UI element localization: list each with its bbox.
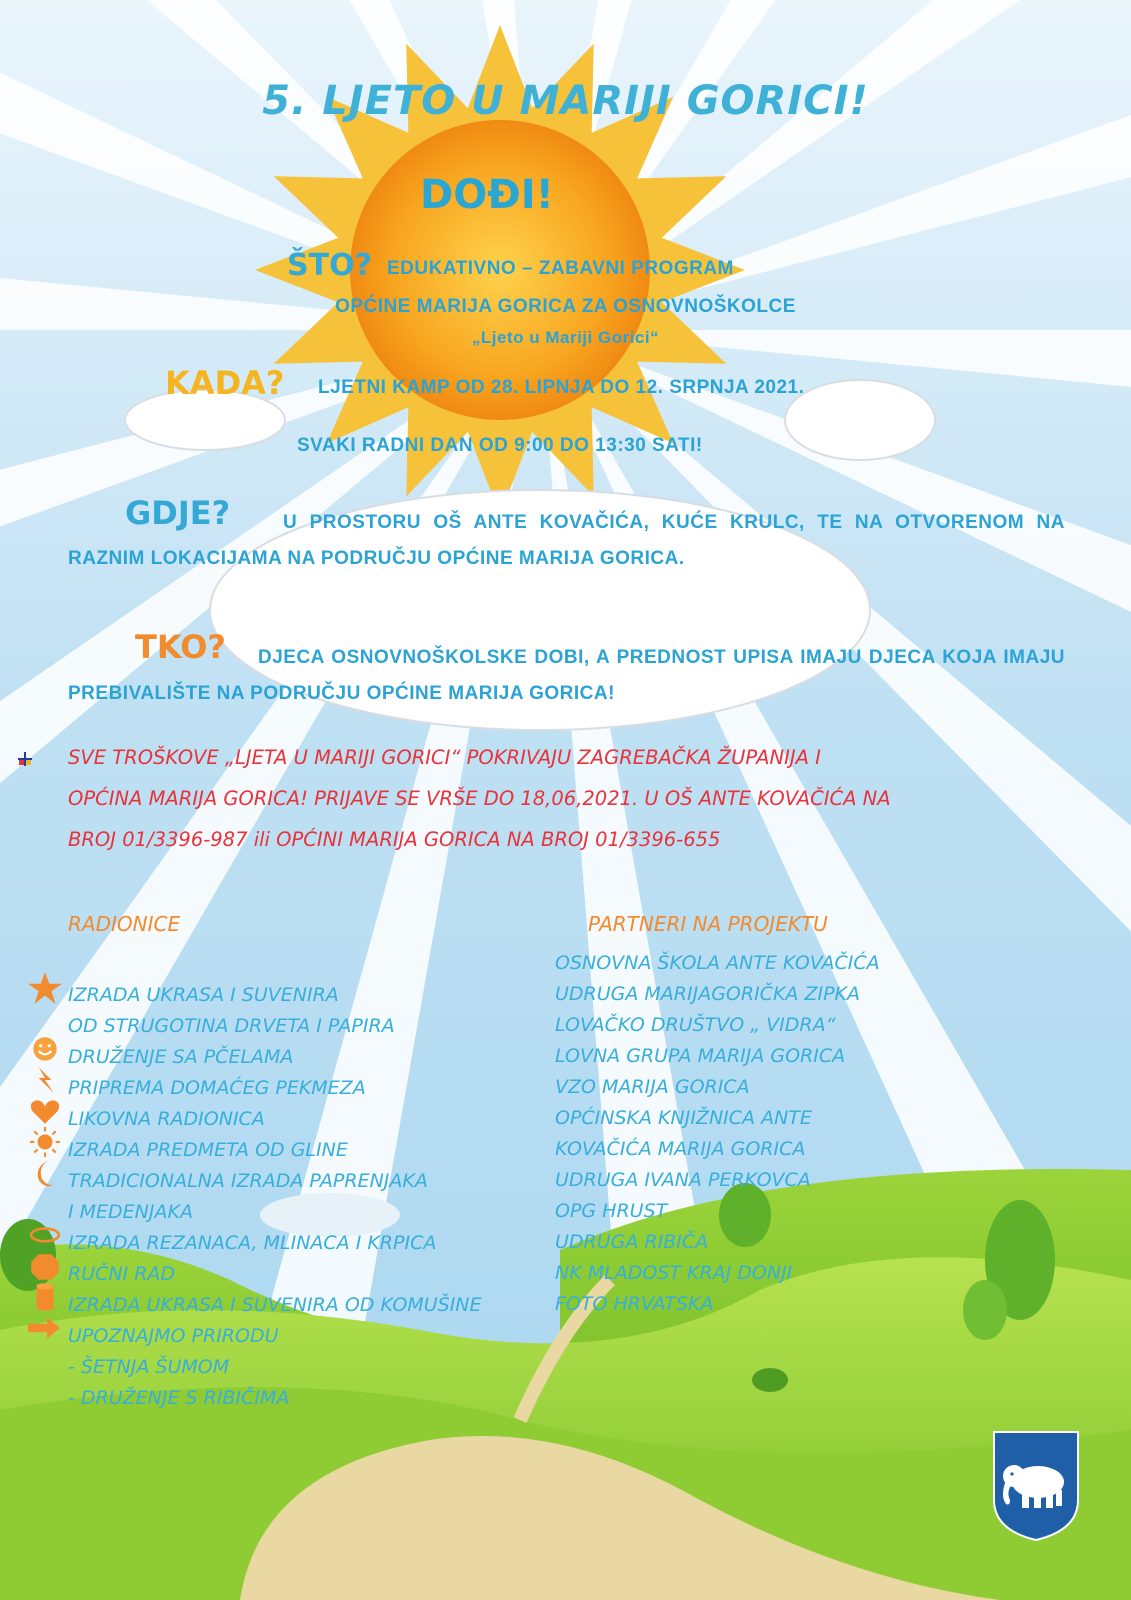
- radionice-item: LIKOVNA RADIONICA: [68, 1108, 265, 1130]
- subtitle-dodi: DOĐI!: [420, 172, 554, 218]
- gdje-text: U PROSTORU OŠ ANTE KOVAČIĆA, KUĆE KRULC, TE NA OTVORENOM NA RAZNIM LOKACIJAMA NA PODRUČJU OPĆINE MARIJA GORICA.: [68, 512, 1065, 569]
- elephant-crest-icon: [992, 1430, 1080, 1542]
- tko-text: DJECA OSNOVNOŠKOLSKE DOBI, A PREDNOST UPISA IMAJU DJECA KOJA IMAJU PREBIVALIŠTE NA PODRUČJU OPĆINE MARIJA GORICA!: [68, 647, 1065, 704]
- radionice-item: TRADICIONALNA IZRADA PAPRENJAKA: [68, 1170, 428, 1192]
- sto-line1: EDUKATIVNO – ZABAVNI PROGRAM: [387, 258, 734, 279]
- partner-item: UDRUGA MARIJAGORIČKA ZIPKA: [555, 983, 860, 1005]
- radionice-item: PRIPREMA DOMAĆEG PEKMEZA: [68, 1077, 366, 1099]
- bullet-icon: [18, 752, 32, 766]
- radionice-icons: [28, 980, 64, 1420]
- radionice-item: DRUŽENJE SA PČELAMA: [68, 1046, 294, 1068]
- radionice-heading: RADIONICE: [68, 912, 181, 936]
- sto-line3: „Ljeto u Mariji Gorici“: [471, 328, 660, 347]
- notice-line2: OPĆINA MARIJA GORICA! PRIJAVE SE VRŠE DO 18,06,2021. U OŠ ANTE KOVAČIĆA NA: [68, 787, 891, 810]
- radionice-item: RUČNI RAD: [68, 1263, 176, 1285]
- partner-item: LOVAČKO DRUŠTVO „ VIDRA“: [555, 1014, 836, 1036]
- moon-icon: [28, 1158, 62, 1195]
- gdje-label: GDJE?: [125, 494, 231, 532]
- radionice-item: - DRUŽENJE S RIBIČIMA: [68, 1387, 290, 1409]
- partner-item: NK MLADOST KRAJ DONJI: [555, 1262, 793, 1284]
- partner-item: UDRUGA RIBIČA: [555, 1231, 709, 1253]
- partner-item: KOVAČIĆA MARIJA GORICA: [555, 1138, 806, 1160]
- radionice-item: IZRADA PREDMETA OD GLINE: [68, 1139, 348, 1161]
- partneri-heading: PARTNERI NA PROJEKTU: [588, 912, 828, 936]
- partner-item: OSNOVNA ŠKOLA ANTE KOVAČIĆA: [555, 952, 880, 974]
- star-icon: [28, 972, 62, 1009]
- radionice-item: IZRADA UKRASA I SUVENIRA: [68, 984, 339, 1006]
- partneri-list: [555, 948, 880, 1320]
- poster-title: 5. LJETO U MARIJI GORICI!: [262, 78, 869, 124]
- radionice-item: UPOZNAJMO PRIRODU: [68, 1325, 279, 1347]
- radionice-item: IZRADA UKRASA I SUVENIRA OD KOMUŠINE: [68, 1294, 482, 1316]
- arrow-icon: [28, 1313, 62, 1350]
- sto-label: ŠTO?: [287, 248, 372, 283]
- sto-line2: OPĆINE MARIJA GORICA ZA OSNOVNOŠKOLCE: [335, 296, 796, 317]
- radionice-item: OD STRUGOTINA DRVETA I PAPIRA: [68, 1015, 395, 1037]
- partner-item: VZO MARIJA GORICA: [555, 1076, 750, 1098]
- partner-item: OPG HRUST: [555, 1200, 668, 1222]
- radionice-item: I MEDENJAKA: [68, 1201, 193, 1223]
- radionice-list: [68, 980, 482, 1414]
- partner-item: UDRUGA IVANA PERKOVCA: [555, 1169, 811, 1191]
- notice-line1: SVE TROŠKOVE „LJETA U MARIJI GORICI“ POKRIVAJU ZAGREBAČKA ŽUPANIJA I: [68, 746, 821, 769]
- radionice-item: IZRADA REZANACA, MLINACA I KRPICA: [68, 1232, 437, 1254]
- tko-label: TKO?: [135, 628, 226, 666]
- partner-item: LOVNA GRUPA MARIJA GORICA: [555, 1045, 846, 1067]
- radionice-item: - ŠETNJA ŠUMOM: [68, 1356, 230, 1378]
- partner-item: FOTO HRVATSKA: [555, 1293, 714, 1315]
- kada-line1: LJETNI KAMP OD 28. LIPNJA DO 12. SRPNJA 2021.: [318, 377, 805, 398]
- partner-item: OPĆINSKA KNJIŽNICA ANTE: [555, 1107, 812, 1129]
- notice-line3: BROJ 01/3396-987 ili OPĆINI MARIJA GORICA NA BROJ 01/3396-655: [68, 828, 721, 851]
- kada-label: KADA?: [165, 364, 285, 402]
- kada-line2: SVAKI RADNI DAN OD 9:00 DO 13:30 SATI!: [297, 435, 703, 456]
